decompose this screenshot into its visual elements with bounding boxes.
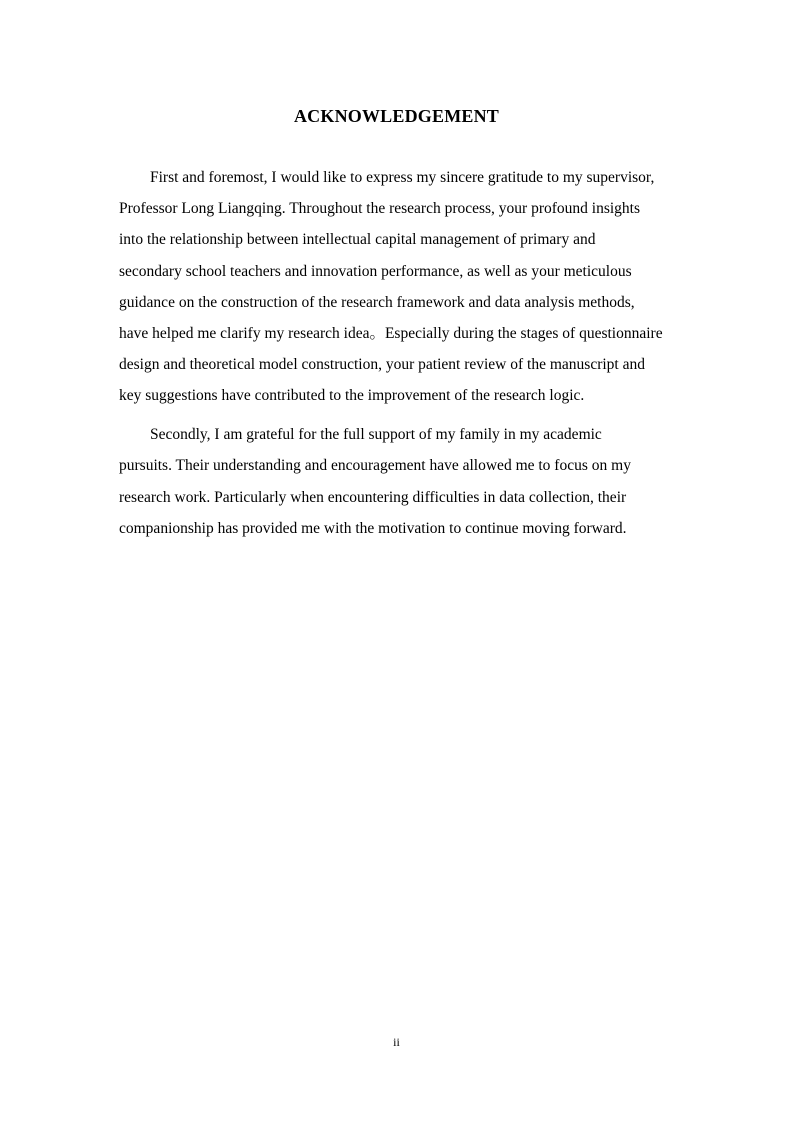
paragraph-line: First and foremost, I would like to express my sincere gratitude to my supervisor,	[150, 169, 655, 186]
paragraph-line: into the relationship between intellectual capital management of primary and	[119, 231, 596, 249]
paragraph-line: pursuits. Their understanding and encouragement have allowed me to focus on my	[119, 457, 631, 475]
paragraph-line: research work. Particularly when encountering difficulties in data collection, their	[119, 488, 627, 506]
paragraph-line: guidance on the construction of the research framework and data analysis methods,	[119, 293, 635, 311]
paragraph-line: Professor Long Liangqing. Throughout the research process, your profound insights	[119, 200, 641, 218]
paragraph-line: have helped me clarify my research idea。Especially during the stages of questionnaire	[119, 325, 663, 343]
page-title: ACKNOWLEDGEMENT	[293, 106, 500, 126]
paragraph-line: design and theoretical model construction, your patient review of the manuscript and	[119, 356, 645, 374]
paragraph-family	[119, 419, 679, 544]
acknowledgement-body	[119, 162, 679, 544]
page-number: ii	[393, 1035, 400, 1049]
paragraph-line: key suggestions have contributed to the improvement of the research logic.	[119, 387, 585, 405]
paragraph-line: secondary school teachers and innovation performance, as well as your meticulous	[119, 262, 632, 280]
paragraph-line: companionship has provided me with the motivation to continue moving forward.	[119, 519, 627, 537]
paragraph-supervisor	[119, 162, 679, 412]
paragraph-line: Secondly, I am grateful for the full support of my family in my academic	[150, 426, 602, 444]
